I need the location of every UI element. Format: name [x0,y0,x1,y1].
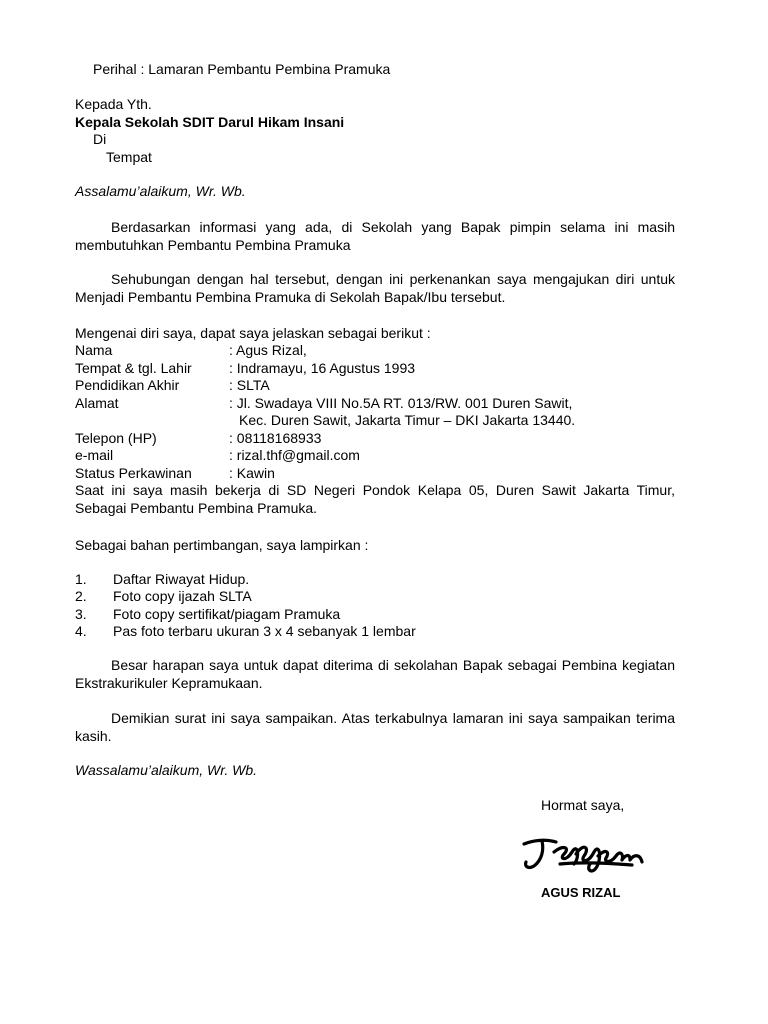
detail-value: : Kawin [229,465,275,481]
list-item: Foto copy ijazah SLTA [113,588,252,604]
detail-value: : 08118168933 [229,430,322,446]
sign-off: Hormat saya, [541,797,625,813]
signer-name: AGUS RIZAL [541,885,621,900]
closing-paragraph-1: Besar harapan saya untuk dapat diterima di sekolahan Bapak sebagai Pembina kegiatan Ekstrakurikuler Kepramukaan. [75,657,675,691]
closing-salutation: Wassalamu’alaikum, Wr. Wb. [75,762,258,778]
list-item-number: 3. [75,606,87,622]
detail-value: : Jl. Swadaya VIII No.5A RT. 013/RW. 001 Duren Sawit, [229,395,573,411]
letter-subject: Perihal : Lamaran Pembantu Pembina Pramuka [93,61,391,77]
recipient-line-2: Kepala Sekolah SDIT Darul Hikam Insani [75,114,345,130]
list-item: Pas foto terbaru ukuran 3 x 4 sebanyak 1 lembar [113,623,416,639]
list-item-number: 2. [75,588,87,604]
list-item-number: 1. [75,571,87,587]
detail-label: Telepon (HP) [75,430,157,446]
detail-value: : Agus Rizal, [229,342,307,358]
list-item-number: 4. [75,623,87,639]
list-item: Daftar Riwayat Hidup. [113,571,250,587]
recipient-line-4: Tempat [106,149,152,165]
detail-label: Nama [75,342,113,358]
detail-value: : Indramayu, 16 Agustus 1993 [229,360,416,376]
closing-paragraph-2: Demikian surat ini saya sampaikan. Atas terkabulnya lamaran ini saya sampaikan terima kasih. [75,710,675,744]
detail-value: : rizal.thf@gmail.com [229,447,360,463]
current-job-paragraph: Saat ini saya masih bekerja di SD Negeri Pondok Kelapa 05, Duren Sawit Jakarta Timur, Sebagai Pembantu Pembina Pramuka. [75,482,675,516]
details-intro: Mengenai diri saya, dapat saya jelaskan sebagai berikut : [75,325,431,341]
detail-value: : SLTA [229,377,270,393]
recipient-line-1: Kepada Yth. [75,96,152,112]
detail-label: Status Perkawinan [75,465,192,481]
attachments-intro: Sebagai bahan pertimbangan, saya lampirkan : [75,537,369,553]
greeting: Assalamu’alaikum, Wr. Wb. [75,183,246,199]
recipient-line-3: Di [93,131,107,147]
detail-label: Alamat [75,395,119,411]
paragraph-1: Berdasarkan informasi yang ada, di Sekolah yang Bapak pimpin selama ini masih membutuhkan Pembantu Pembina Pramuka [75,219,675,253]
handwritten-signature [520,834,646,876]
detail-label: e-mail [75,447,114,463]
detail-label: Pendidikan Akhir [75,377,180,393]
paragraph-2: Sehubungan dengan hal tersebut, dengan ini perkenankan saya mengajukan diri untuk Menjadi Pembantu Pembina Pramuka di Sekolah Bapak/Ibu tersebut. [75,271,675,305]
detail-value-continued: Kec. Duren Sawit, Jakarta Timur – DKI Jakarta 13440. [239,412,576,428]
list-item: Foto copy sertifikat/piagam Pramuka [113,606,341,622]
detail-label: Tempat & tgl. Lahir [75,360,192,376]
